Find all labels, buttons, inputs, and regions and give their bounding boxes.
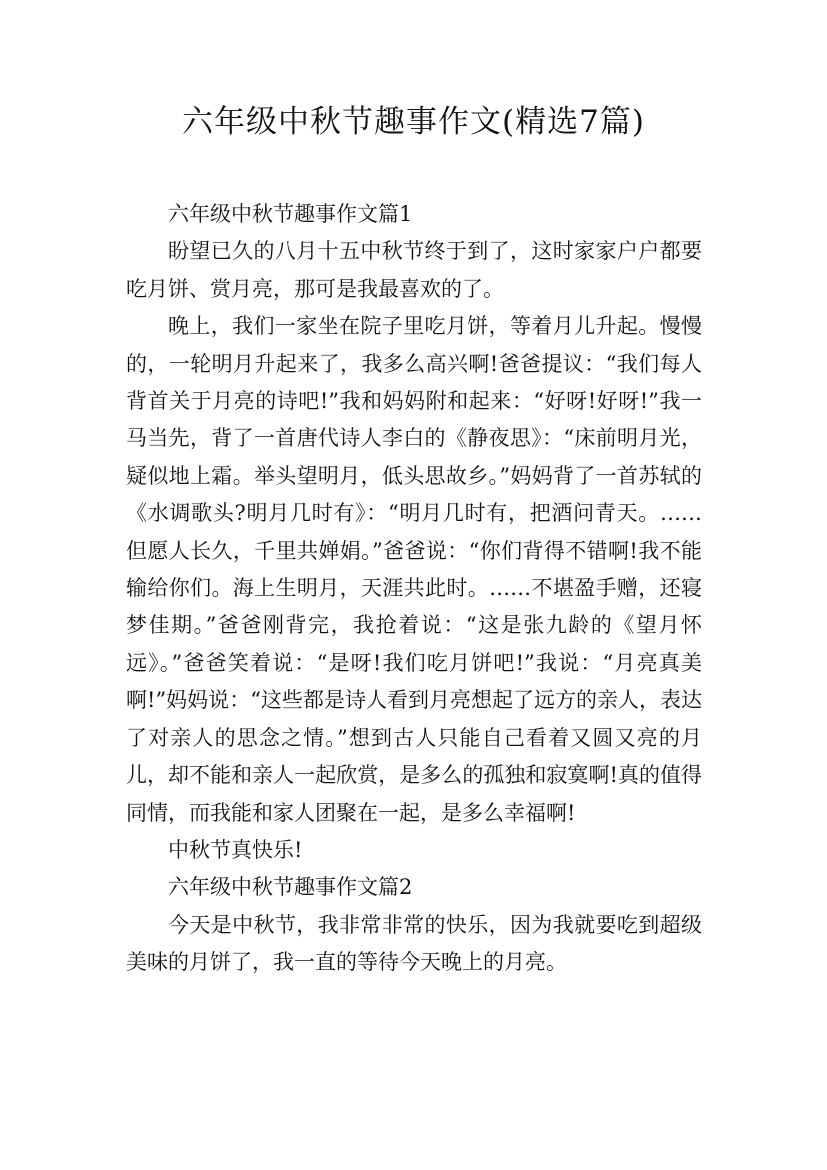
- paragraph: 盼望已久的八月十五中秋节终于到了，这时家家户户都要吃月饼、赏月亮，那可是我最喜欢的了。: [126, 239, 702, 301]
- paragraph: 今天是中秋节，我非常非常的快乐，因为我就要吃到超级美味的月饼了，我一直的等待今天晚上的月亮。: [126, 912, 702, 975]
- paragraph: 中秋节真快乐!: [168, 837, 303, 862]
- document-title: 六年级中秋节趣事作文(精选7篇): [182, 104, 645, 140]
- section-heading-1: 六年级中秋节趣事作文篇1: [168, 202, 413, 226]
- document-body: [126, 196, 702, 982]
- section-heading-2: 六年级中秋节趣事作文篇2: [168, 875, 413, 900]
- paragraph: 晚上，我们一家坐在院子里吃月饼，等着月儿升起。慢慢的，一轮明月升起来了，我多么高兴啊!爸爸提议：“我们每人背首关于月亮的诗吧!”我和妈妈附和起来：“好呀!好呀!”我一马当先，背了一首唐代诗人李白的《静夜思》：“床前明月光，疑似地上霜。举头望明月，低头思故乡。”妈妈背了一首苏轼的《水调歌头?明月几时有》：“明月几时有，把酒问青天。……但愿人长久，千里共婵娟。”爸爸说：“你们背得不错啊!我不能输给你们。海上生明月，天涯共此时。……不堪盈手赠，还寝梦佳期。”爸爸刚背完，我抢着说：“这是张九龄的《望月怀远》。”爸爸笑着说：“是呀!我们吃月饼吧!”我说：“月亮真美啊!”妈妈说：“这些都是诗人看到月亮想起了远方的亲人，表达了对亲人的思念之情。”想到古人只能自己看着又圆又亮的月儿，却不能和亲人一起欣赏，是多么的孤独和寂寞啊!真的值得同情，而我能和家人团聚在一起，是多么幸福啊!: [126, 314, 702, 825]
